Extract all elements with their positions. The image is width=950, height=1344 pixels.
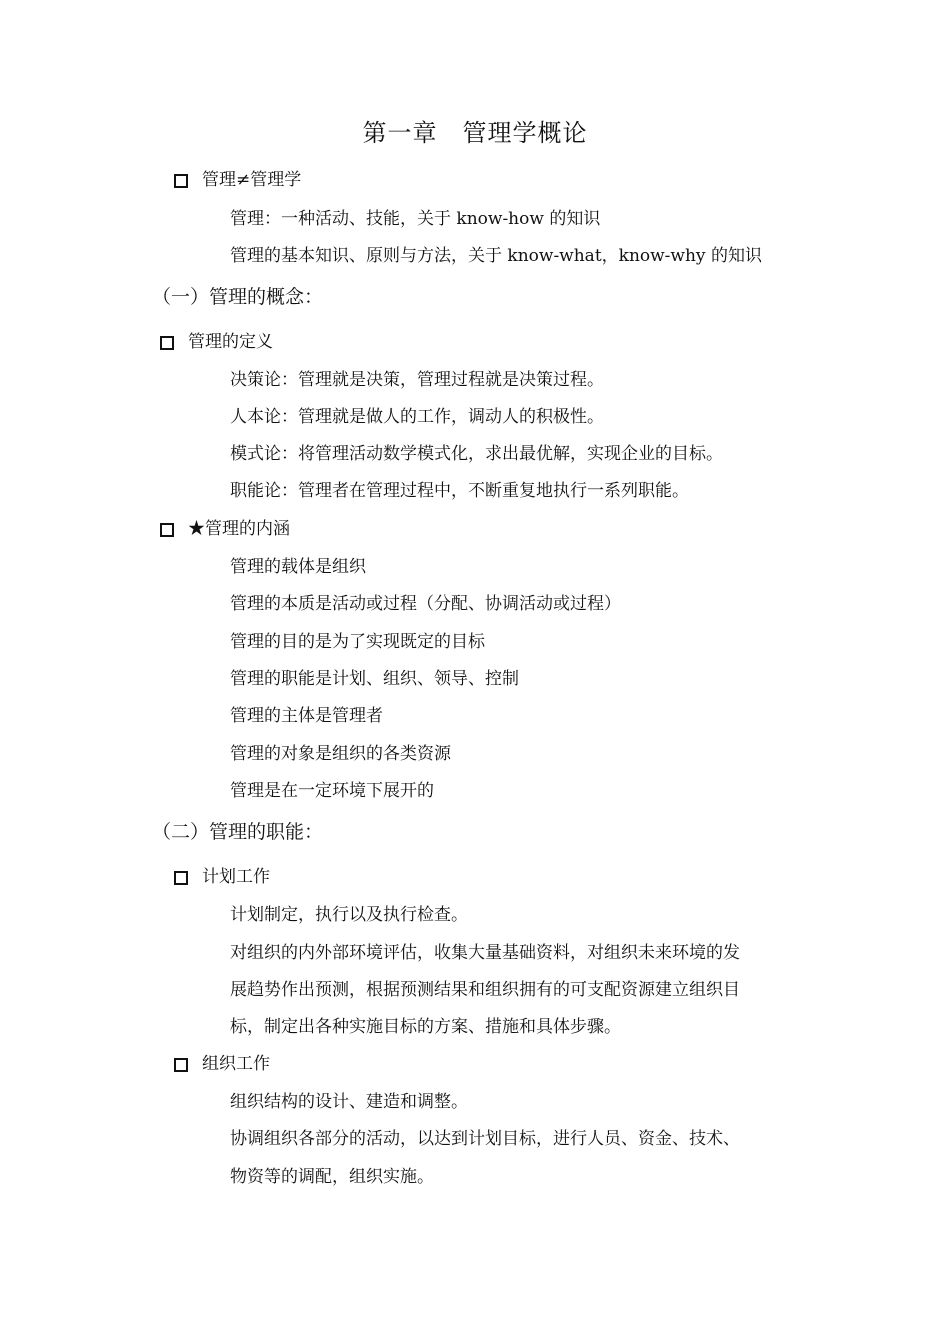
body-line: 展趋势作出预测，根据预测结果和组织拥有的可支配资源建立组织目	[230, 980, 740, 1000]
body-line: 管理：一种活动、技能，关于 know-how 的知识	[230, 209, 601, 229]
body-line: 物资等的调配，组织实施。	[230, 1167, 434, 1187]
chapter-title: 第一章 管理学概论	[362, 119, 588, 147]
body-line: 管理的主体是管理者	[230, 706, 383, 726]
bullet-heading: 管理≠管理学	[202, 170, 302, 190]
body-line: 职能论：管理者在管理过程中，不断重复地执行一系列职能。	[230, 481, 689, 501]
checkbox-bullet-icon	[160, 523, 174, 537]
body-line: 协调组织各部分的活动，以达到计划目标，进行人员、资金、技术、	[230, 1129, 740, 1149]
bullet-heading: 组织工作	[202, 1054, 270, 1074]
body-line: 组织结构的设计、建造和调整。	[230, 1092, 468, 1112]
checkbox-bullet-icon	[174, 174, 188, 188]
bullet-heading: ★管理的内涵	[188, 519, 290, 539]
body-line: 模式论：将管理活动数学模式化，求出最优解，实现企业的目标。	[230, 444, 723, 464]
body-line: 人本论：管理就是做人的工作，调动人的积极性。	[230, 407, 604, 427]
body-line: 管理的本质是活动或过程（分配、协调活动或过程）	[230, 594, 621, 614]
body-line: 标，制定出各种实施目标的方案、措施和具体步骤。	[230, 1017, 621, 1037]
section-heading-concept: （一）管理的概念：	[152, 286, 324, 308]
bullet-definition	[160, 334, 273, 351]
body-line: 管理的对象是组织的各类资源	[230, 744, 451, 764]
bullet-heading: 计划工作	[202, 867, 270, 887]
section-heading-functions: （二）管理的职能：	[152, 821, 324, 843]
body-line: 管理是在一定环境下展开的	[230, 781, 434, 801]
bullet-organizing	[174, 1056, 270, 1073]
checkbox-bullet-icon	[160, 336, 174, 350]
body-line: 对组织的内外部环境评估，收集大量基础资料，对组织未来环境的发	[230, 943, 740, 963]
bullet-heading: 管理的定义	[188, 332, 273, 352]
body-line: 管理的职能是计划、组织、领导、控制	[230, 669, 519, 689]
body-line: 计划制定，执行以及执行检查。	[230, 905, 468, 925]
checkbox-bullet-icon	[174, 1058, 188, 1072]
bullet-planning	[174, 869, 270, 886]
bullet-management-vs-science	[174, 172, 301, 189]
body-line: 管理的载体是组织	[230, 557, 366, 577]
body-line: 管理的目的是为了实现既定的目标	[230, 632, 485, 652]
body-line: 决策论：管理就是决策，管理过程就是决策过程。	[230, 370, 604, 390]
bullet-connotation	[160, 521, 290, 538]
body-line: 管理的基本知识、原则与方法，关于 know-what，know-why 的知识	[230, 246, 762, 266]
checkbox-bullet-icon	[174, 871, 188, 885]
